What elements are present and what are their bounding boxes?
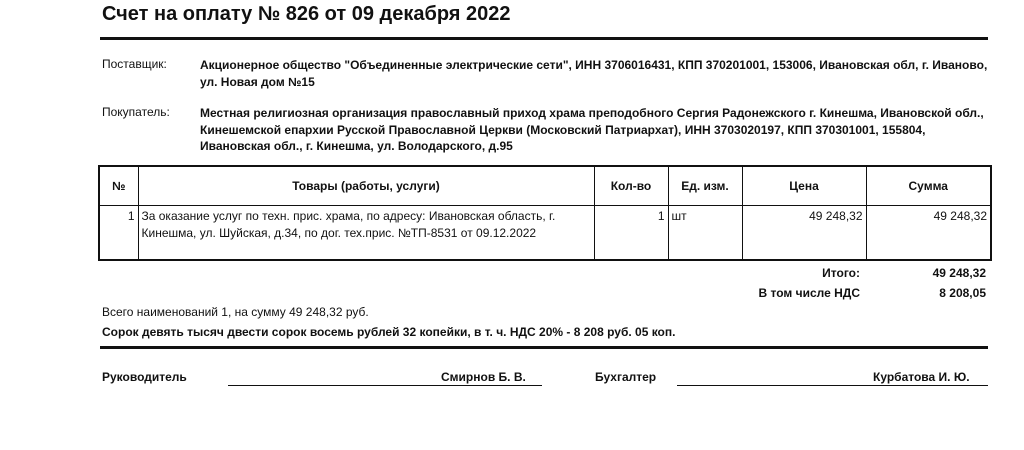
row-item: За оказание услуг по техн. прис. храма, по адресу: Ивановская область, г. Кинешма, ул. Шуйская, д.34, по дог. тех.прис. №ТП-8531 от 09.12.2022 xyxy=(138,206,594,261)
col-header-number: № xyxy=(99,166,138,206)
supplier-label: Поставщик: xyxy=(102,57,167,71)
total-value: 49 248,32 xyxy=(932,266,986,280)
invoice-title: Счет на оплату № 826 от 09 декабря 2022 xyxy=(102,3,511,25)
table-header-row xyxy=(99,166,991,206)
head-label: Руководитель xyxy=(102,370,187,384)
total-label: Итого: xyxy=(822,266,860,280)
amount-in-words: Сорок девять тысяч двести сорок восемь рублей 32 копейки, в т. ч. НДС 20% - 8 208 руб. 05 коп. xyxy=(102,325,676,339)
buyer-value: Местная религиозная организация православный приход храма преподобного Сергия Радонежского г. Кинешма, Ивановской обл., Кинешемской епархии Русской Православной Церкви (Московский Патриархат), ИНН 3703020197, КПП 370301001, 155804, Ивановская обл., г. Кинешма, ул. Володарского, д.95 xyxy=(200,106,984,153)
row-qty: 1 xyxy=(594,206,668,261)
row-price: 49 248,32 xyxy=(742,206,866,261)
totals-block xyxy=(586,266,986,306)
supplier-value: Акционерное общество "Объединенные электрические сети", ИНН 3706016431, КПП 370201001, 153006, Ивановская обл, г. Иваново, ул. Новая дом №15 xyxy=(200,58,988,89)
head-name: Смирнов Б. В. xyxy=(441,370,526,384)
accountant-label: Бухгалтер xyxy=(595,370,657,384)
col-header-item: Товары (работы, услуги) xyxy=(138,166,594,206)
items-count-line: Всего наименований 1, на сумму 49 248,32 руб. xyxy=(102,305,369,319)
row-number: 1 xyxy=(99,206,138,261)
row-sum: 49 248,32 xyxy=(866,206,991,261)
accountant-signature-line xyxy=(677,385,988,386)
table-row xyxy=(99,206,991,261)
row-unit: шт xyxy=(668,206,742,261)
col-header-price: Цена xyxy=(742,166,866,206)
col-header-sum: Сумма xyxy=(866,166,991,206)
title-divider xyxy=(100,37,988,40)
buyer-block xyxy=(102,105,988,161)
buyer-label: Покупатель: xyxy=(102,105,170,119)
col-header-qty: Кол-во xyxy=(594,166,668,206)
summary-divider xyxy=(100,346,988,349)
accountant-name: Курбатова И. Ю. xyxy=(873,370,970,384)
head-signature-line xyxy=(228,385,542,386)
vat-value: 8 208,05 xyxy=(939,286,986,300)
items-table xyxy=(98,165,992,261)
vat-label: В том числе НДС xyxy=(758,286,860,300)
col-header-unit: Ед. изм. xyxy=(668,166,742,206)
supplier-block xyxy=(102,57,988,97)
